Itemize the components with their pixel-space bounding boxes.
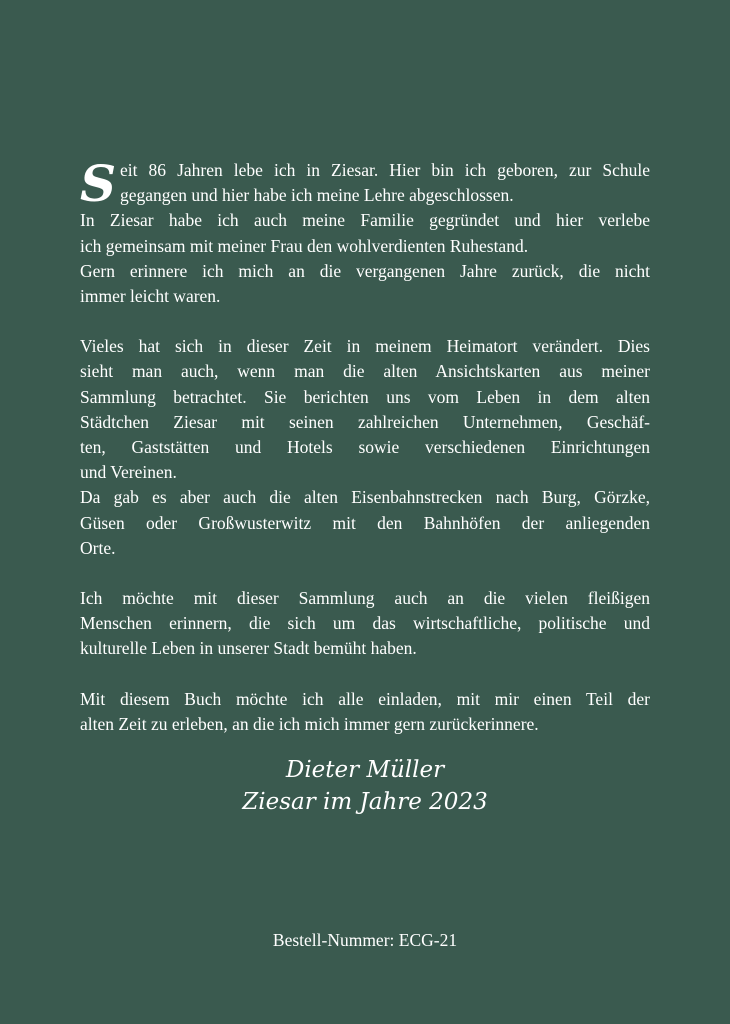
paragraph-people xyxy=(80,586,650,662)
drop-cap: S xyxy=(80,154,117,213)
text-line: In Ziesar habe ich auch meine Familie gegründet und hier verlebe xyxy=(80,210,650,231)
text-line: kulturelle Leben in unserer Stadt bemüht haben. xyxy=(80,638,417,659)
text-line: ich gemeinsam mit meiner Frau den wohlverdienten Ruhestand. xyxy=(80,235,529,256)
text-line: Da gab es aber auch die alten Eisenbahnstrecken nach Burg, Görzke, xyxy=(80,487,650,508)
paragraph-intro xyxy=(80,154,650,309)
text-line: Sammlung betrachtet. Sie berichten uns vom Leben in dem alten xyxy=(80,386,650,407)
text-line: Mit diesem Buch möchte ich alle einladen, mit mir einen Teil der xyxy=(80,688,650,709)
signature-place-date: Ziesar im Jahre 2023 xyxy=(242,789,488,815)
text-line: ten, Gaststätten und Hotels sowie verschiedenen Einrichtungen xyxy=(80,437,650,458)
text-line: und Vereinen. xyxy=(80,462,177,483)
text-line: Güsen oder Großwusterwitz mit den Bahnhöfen der anliegenden xyxy=(80,512,650,533)
text-line: Menschen erinnern, die sich um das wirtschaftliche, politische und xyxy=(80,613,650,634)
text-line: sieht man auch, wenn man die alten Ansichtskarten aus meiner xyxy=(80,361,650,382)
text-line: alten Zeit zu erleben, an die ich mich immer gern zurückerinnere. xyxy=(80,713,539,734)
text-line: eit 86 Jahren lebe ich in Ziesar. Hier bin ich geboren, zur Schule xyxy=(120,160,650,180)
order-number: Bestell-Nummer: ECG-21 xyxy=(272,930,458,950)
paragraph-invitation xyxy=(80,687,650,737)
text-line: Orte. xyxy=(80,537,116,558)
paragraph-changes xyxy=(80,334,650,561)
body-text xyxy=(80,154,650,762)
text-line: immer leicht waren. xyxy=(80,286,221,307)
text-line: Städtchen Ziesar mit seinen zahlreichen Unternehmen, Geschäf- xyxy=(80,411,650,432)
text-line: Ich möchte mit dieser Sammlung auch an die vielen fleißigen xyxy=(80,588,650,609)
text-line: Gern erinnere ich mich an die vergangenen Jahre zurück, die nicht xyxy=(80,260,650,281)
signature-name: Dieter Müller xyxy=(285,757,445,783)
text-line: gegangen und hier habe ich meine Lehre abgeschlossen. xyxy=(120,185,514,206)
text-line: Vieles hat sich in dieser Zeit in meinem Heimatort verändert. Dies xyxy=(80,336,650,357)
